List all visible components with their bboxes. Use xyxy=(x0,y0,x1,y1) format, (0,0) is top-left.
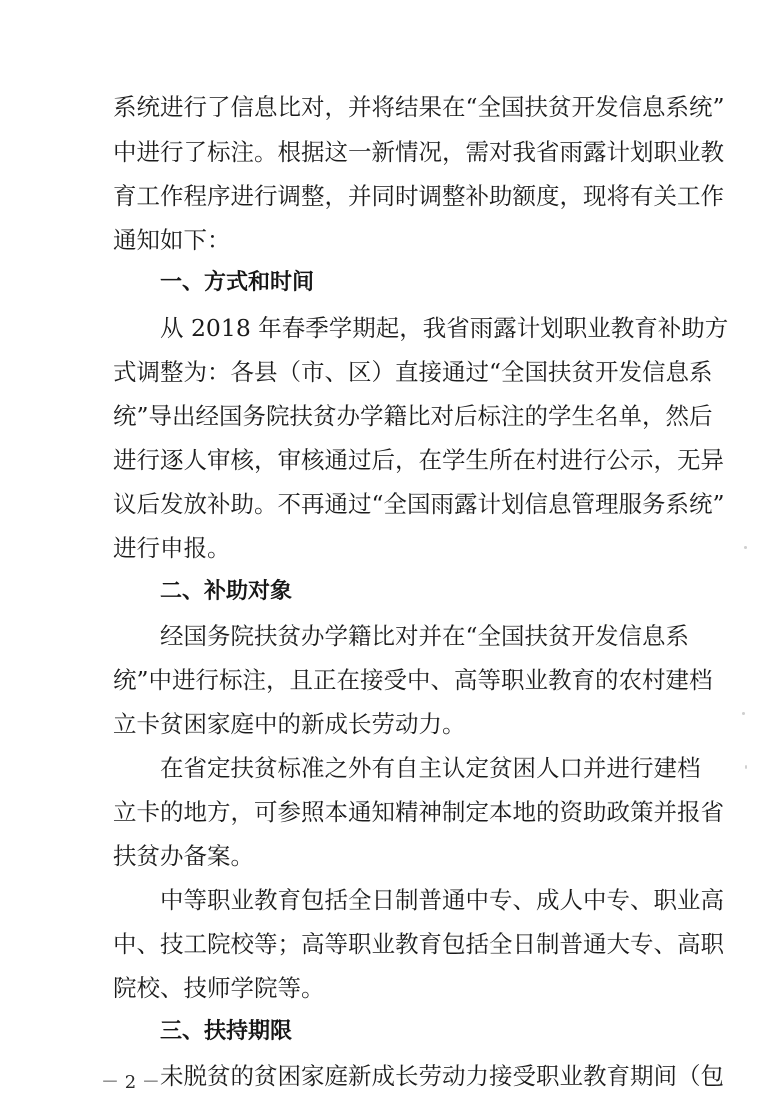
section-heading: 三、扶持期限 xyxy=(160,1019,293,1044)
body-text-line: 立卡的地方，可参照本通知精神制定本地的资助政策并报省 xyxy=(113,798,724,826)
body-text-line: 进行逐人审核，审核通过后，在学生所在村进行公示，无异 xyxy=(113,446,724,474)
body-text-line: 立卡贫困家庭中的新成长劳动力。 xyxy=(113,710,466,738)
section-heading: 二、补助对象 xyxy=(160,579,293,604)
scan-speck xyxy=(742,712,745,715)
page-number: － 2 － xyxy=(101,1072,160,1093)
body-text-line: 系统进行了信息比对，并将结果在“全国扶贫开发信息系统” xyxy=(113,93,725,121)
body-text-line: 中等职业教育包括全日制普通中专、成人中专、职业高 xyxy=(160,886,724,914)
body-text-line: 院校、技师学院等。 xyxy=(113,974,325,1002)
body-text-line: 育工作程序进行调整，并同时调整补助额度，现将有关工作 xyxy=(113,182,724,210)
section-heading: 一、方式和时间 xyxy=(160,270,315,295)
body-text-line: 在省定扶贫标准之外有自主认定贫困人口并进行建档 xyxy=(160,754,701,782)
body-text-line: 议后发放补助。不再通过“全国雨露计划信息管理服务系统” xyxy=(113,490,725,518)
body-text-line: 进行申报。 xyxy=(113,534,231,562)
body-text-line: 中进行了标注。根据这一新情况，需对我省雨露计划职业教 xyxy=(113,138,724,166)
scan-speck xyxy=(744,546,747,549)
body-text-line: 未脱贫的贫困家庭新成长劳动力接受职业教育期间（包 xyxy=(160,1062,724,1090)
body-text-line: 中、技工院校等；高等职业教育包括全日制普通大专、高职 xyxy=(113,930,724,958)
scan-speck xyxy=(745,765,747,769)
body-text-line: 扶贫办备案。 xyxy=(113,842,254,870)
body-text-line: 式调整为：各县（市、区）直接通过“全国扶贫开发信息系 xyxy=(113,358,713,386)
body-text-line: 经国务院扶贫办学籍比对并在“全国扶贫开发信息系 xyxy=(160,622,690,650)
body-text-line: 从 2018 年春季学期起，我省雨露计划职业教育补助方 xyxy=(160,314,729,342)
body-text-line: 统”导出经国务院扶贫办学籍比对后标注的学生名单，然后 xyxy=(113,402,713,430)
body-text-line: 通知如下： xyxy=(113,226,231,254)
body-text-line: 统”中进行标注，且正在接受中、高等职业教育的农村建档 xyxy=(113,666,713,694)
